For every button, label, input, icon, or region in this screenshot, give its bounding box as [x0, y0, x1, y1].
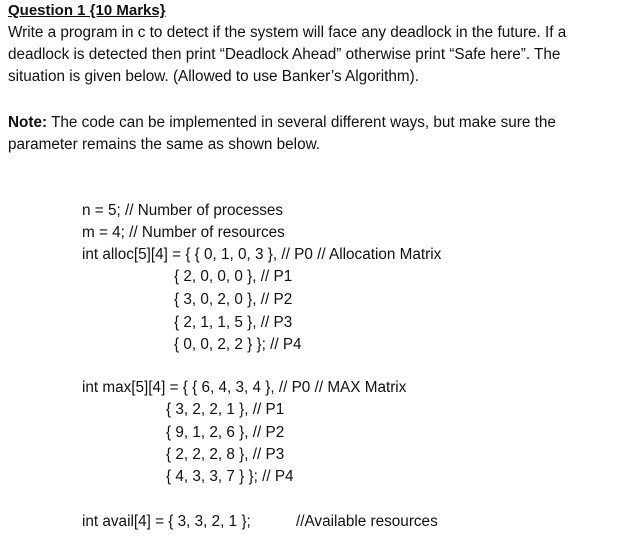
note-paragraph — [8, 112, 620, 156]
code-max-line-1: { 3, 2, 2, 1 }, // P1 — [166, 401, 285, 418]
code-alloc-line-3: { 2, 1, 1, 5 }, // P3 — [174, 314, 293, 331]
note-label: Note: — [8, 114, 48, 131]
code-max-line-4: { 4, 3, 3, 7 } }; // P4 — [166, 468, 294, 485]
code-alloc-line-2: { 3, 0, 2, 0 }, // P2 — [174, 291, 293, 308]
question-paragraph: Write a program in c to detect if the system will face any deadlock in the future. If a deadlock is detected then print “Deadlock Ahead” otherwise print “Safe here”. The situation is given below. (Allowed to use Banker’s Algorithm). — [8, 24, 567, 85]
code-max-line-0: int max[5][4] = { { 6, 4, 3, 4 }, // P0 // MAX Matrix — [82, 379, 407, 396]
code-max-line-2: { 9, 1, 2, 6 }, // P2 — [166, 424, 285, 441]
code-avail-comment: //Available resources — [296, 513, 438, 530]
note-text: The code can be implemented in several different ways, but make sure the parameter remains the same as shown below. — [8, 114, 556, 153]
code-alloc-line-1: { 2, 0, 0, 0 }, // P1 — [174, 268, 293, 285]
question-heading: Question 1 {10 Marks} — [8, 2, 166, 19]
code-alloc-line-4: { 0, 0, 2, 2 } }; // P4 — [174, 336, 302, 353]
code-line-n: n = 5; // Number of processes — [82, 202, 284, 219]
code-line-m: m = 4; // Number of resources — [82, 224, 285, 241]
code-avail-line: int avail[4] = { 3, 3, 2, 1 }; — [82, 513, 251, 530]
code-alloc-line-0: int alloc[5][4] = { { 0, 1, 0, 3 }, // P0 // Allocation Matrix — [82, 246, 442, 263]
code-max-line-3: { 2, 2, 2, 8 }, // P3 — [166, 446, 285, 463]
